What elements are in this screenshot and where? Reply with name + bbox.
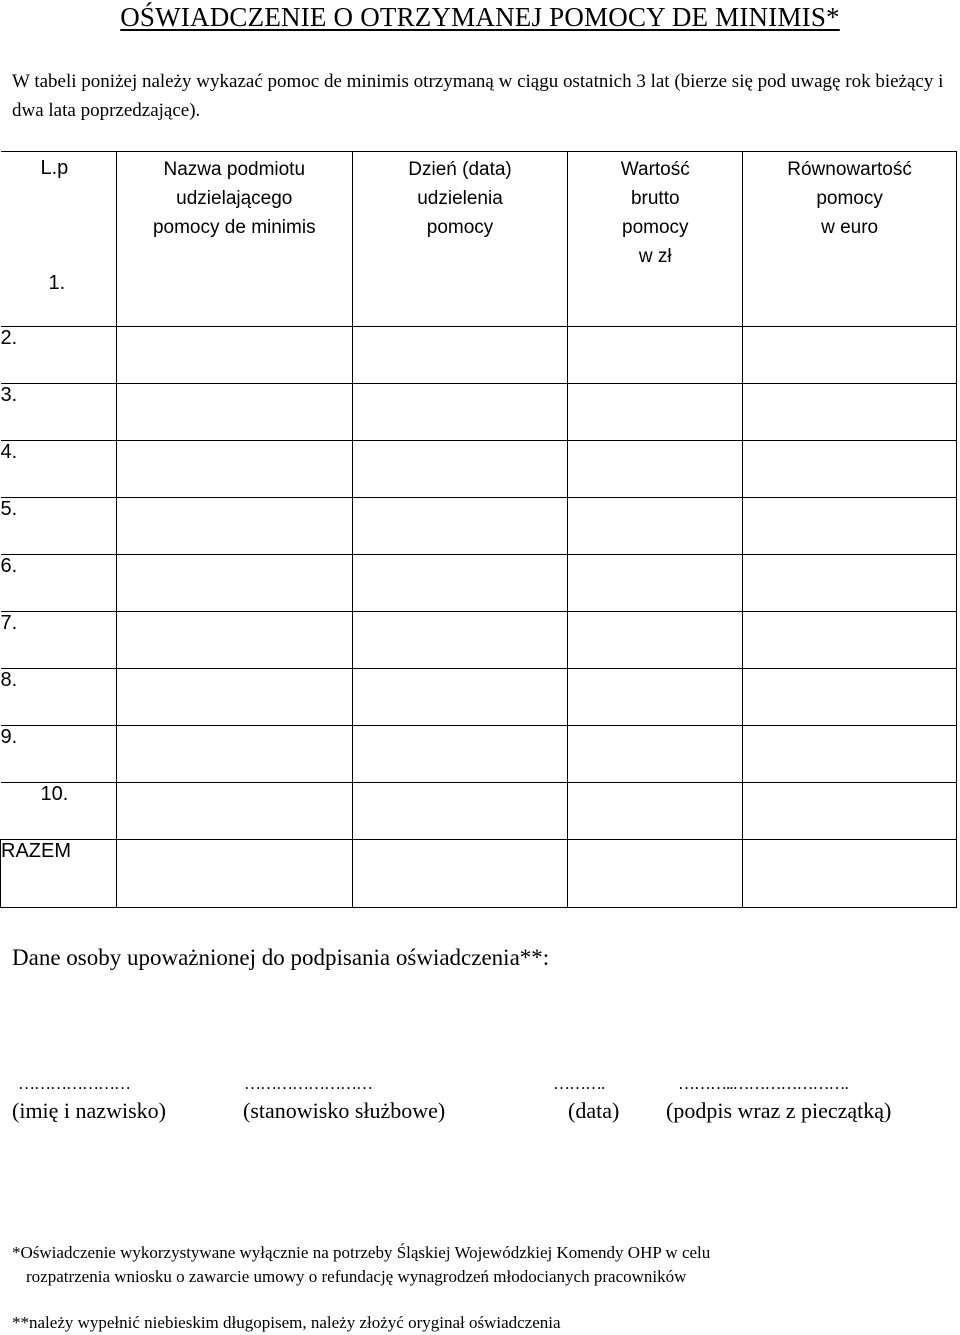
table-row: [1, 783, 957, 840]
row-number-10: 10.: [1, 783, 117, 840]
row-number-9: 9.: [1, 726, 117, 783]
gross-value-header: Wartość brutto pomocy w zł: [568, 152, 743, 327]
table-row: [1, 555, 957, 612]
footnote-2: **należy wypełnić niebieskim długopisem, należy złożyć oryginał oświadczenia: [12, 1313, 561, 1332]
granting-entity-cell[interactable]: [116, 384, 352, 441]
euro-equivalent-header: Równowartość pomocy w euro: [743, 152, 957, 327]
table-row: [1, 498, 957, 555]
grant-date-cell[interactable]: [352, 555, 568, 612]
euro-equivalent-cell[interactable]: [743, 726, 957, 783]
total-row: [1, 840, 957, 908]
grant-date-cell[interactable]: [352, 726, 568, 783]
gross-value-cell[interactable]: [568, 669, 743, 726]
aid-table: [0, 151, 957, 908]
gross-value-cell[interactable]: [568, 498, 743, 555]
lp-header-cell: [1, 152, 117, 327]
row-number-2: 2.: [1, 327, 117, 384]
total-date-cell[interactable]: [352, 840, 568, 908]
date-dotted-line[interactable]: ……….: [553, 1074, 605, 1093]
total-euro-cell[interactable]: [743, 840, 957, 908]
euro-equivalent-cell[interactable]: [743, 441, 957, 498]
table-row: [1, 327, 957, 384]
euro-equivalent-cell[interactable]: [743, 384, 957, 441]
grant-date-cell[interactable]: [352, 327, 568, 384]
footnote-1-line-1: *Oświadczenie wykorzystywane wyłącznie na potrzeby Śląskiej Wojewódzkiej Komendy OHP w celu: [12, 1243, 711, 1262]
granting-entity-cell[interactable]: [116, 726, 352, 783]
granting-entity-cell[interactable]: [116, 327, 352, 384]
gross-value-cell[interactable]: [568, 327, 743, 384]
signature-dotted-line[interactable]: ………..………………….: [678, 1074, 848, 1093]
gross-value-cell[interactable]: [568, 441, 743, 498]
granting-entity-cell[interactable]: [116, 441, 352, 498]
grant-date-cell[interactable]: [352, 384, 568, 441]
grant-date-cell[interactable]: [352, 498, 568, 555]
gross-value-cell[interactable]: [568, 612, 743, 669]
row-number-7: 7.: [1, 612, 117, 669]
lp-header: L.p: [40, 157, 69, 179]
row-number-4: 4.: [1, 441, 117, 498]
position-dotted-line[interactable]: ……………………: [244, 1074, 372, 1093]
table-row: [1, 384, 957, 441]
signature-label: (podpis wraz z pieczątką): [666, 1098, 892, 1123]
granting-entity-cell[interactable]: [116, 498, 352, 555]
granting-entity-cell[interactable]: [116, 669, 352, 726]
gross-value-cell[interactable]: [568, 726, 743, 783]
euro-equivalent-cell[interactable]: [743, 669, 957, 726]
name-dotted-line[interactable]: …………………: [18, 1074, 130, 1093]
name-label: (imię i nazwisko): [12, 1098, 166, 1123]
euro-equivalent-cell[interactable]: [743, 783, 957, 840]
grant-date-cell[interactable]: [352, 669, 568, 726]
table-row: [1, 612, 957, 669]
euro-equivalent-cell[interactable]: [743, 555, 957, 612]
table-row: [1, 669, 957, 726]
total-label: RAZEM: [1, 840, 117, 908]
total-entity-cell[interactable]: [116, 840, 352, 908]
total-gross-cell[interactable]: [568, 840, 743, 908]
row-number-8: 8.: [1, 669, 117, 726]
euro-equivalent-cell[interactable]: [743, 612, 957, 669]
gross-value-cell[interactable]: [568, 384, 743, 441]
euro-equivalent-cell[interactable]: [743, 498, 957, 555]
document-title: OŚWIADCZENIE O OTRZYMANEJ POMOCY DE MINIMIS*: [120, 2, 840, 32]
row-number-1: 1.: [48, 272, 66, 294]
date-label: (data): [568, 1098, 620, 1123]
row-number-6: 6.: [1, 555, 117, 612]
row-number-5: 5.: [1, 498, 117, 555]
signatory-heading: Dane osoby upoważnionej do podpisania oświadczenia**:: [12, 945, 550, 970]
row-number-3: 3.: [1, 384, 117, 441]
euro-equivalent-cell[interactable]: [743, 327, 957, 384]
granting-entity-cell[interactable]: [116, 783, 352, 840]
granting-entity-header: Nazwa podmiotu udzielającego pomocy de minimis: [116, 152, 352, 327]
grant-date-cell[interactable]: [352, 441, 568, 498]
gross-value-cell[interactable]: [568, 555, 743, 612]
position-label: (stanowisko służbowe): [243, 1098, 446, 1123]
intro-paragraph: W tabeli poniżej należy wykazać pomoc de minimis otrzymaną w ciągu ostatnich 3 lat (bierze się pod uwagę rok bieżący i dwa lata poprzedzające).: [12, 71, 944, 121]
table-header-row: [1, 152, 957, 327]
granting-entity-cell[interactable]: [116, 555, 352, 612]
grant-date-header: Dzień (data) udzielenia pomocy: [352, 152, 568, 327]
grant-date-cell[interactable]: [352, 612, 568, 669]
footnote-1: [12, 1241, 957, 1289]
gross-value-cell[interactable]: [568, 783, 743, 840]
grant-date-cell[interactable]: [352, 783, 568, 840]
table-row: [1, 441, 957, 498]
table-row: [1, 726, 957, 783]
granting-entity-cell[interactable]: [116, 612, 352, 669]
footnote-1-line-2: rozpatrzenia wniosku o zawarcie umowy o refundację wynagrodzeń młodocianych pracowników: [26, 1267, 687, 1286]
